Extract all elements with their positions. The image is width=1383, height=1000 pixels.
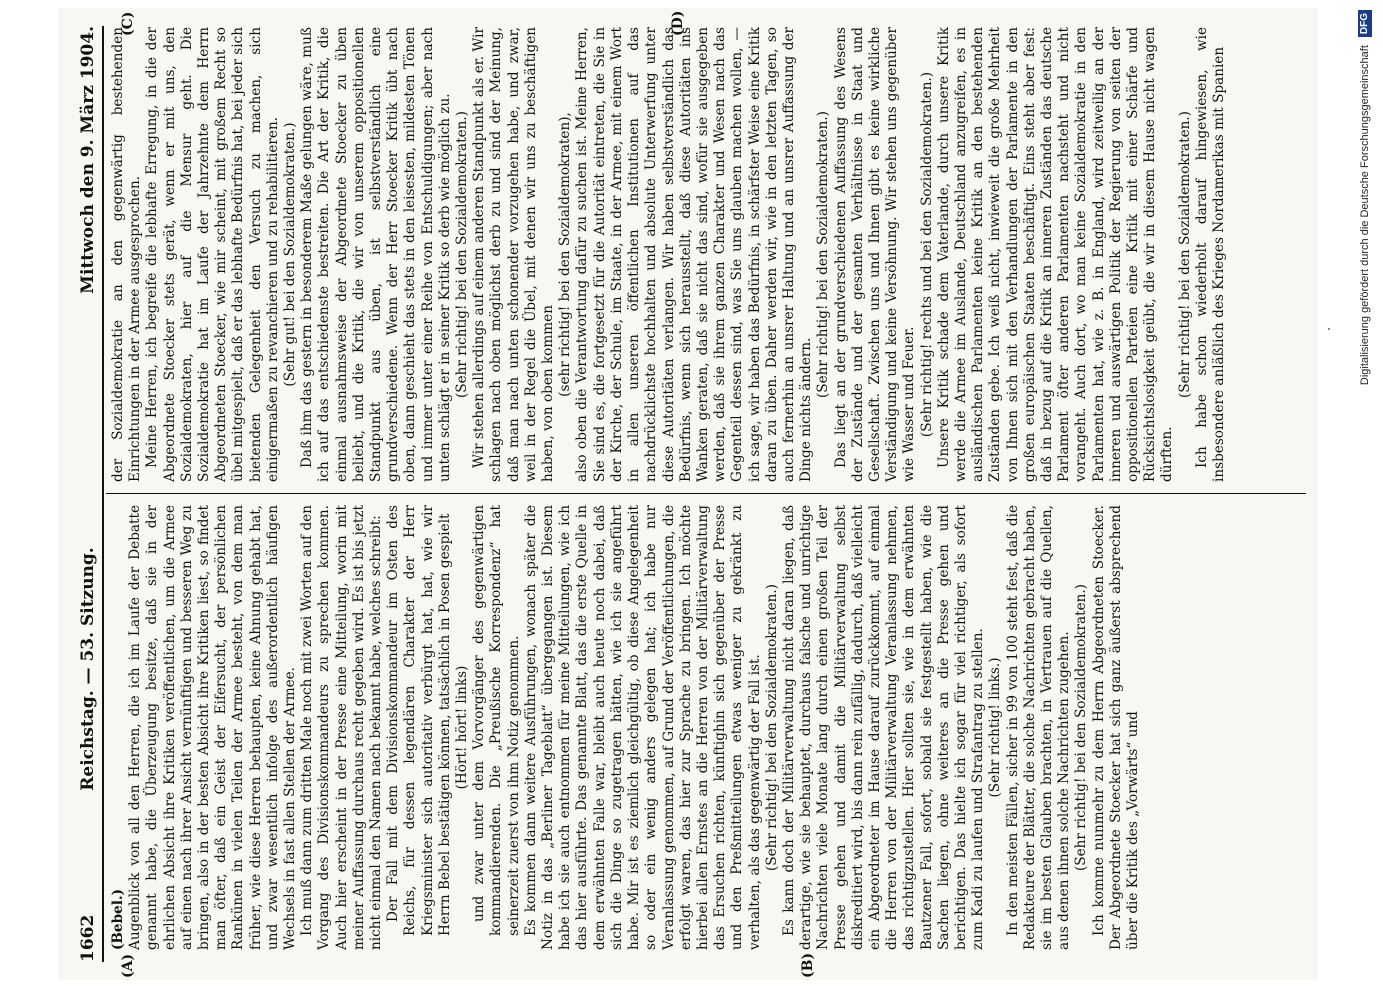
margin-marker-b: (B) [800, 952, 816, 978]
interjection: (Sehr richtig! bei den Sozialdemokraten.) [763, 584, 780, 871]
interjection: (Sehr richtig! bei den Sozialdemokraten.) [454, 111, 471, 398]
interjection: (Sehr richtig! bei den Sozialdemokraten.) [815, 111, 832, 398]
right-column [110, 27, 1306, 482]
interjection: (Sehr richtig! rechts und bei den Sozialdemokraten.) [918, 71, 935, 438]
paragraph: Meine Herren, ich begreife die lebhafte Erregung, in die der Abgeordnete Stoecker stets gerät, wenn er mit uns, den Sozialdemokraten, hier auf die Mensur geht. Die Sozialdemokratie hat im Laufe der Jahrzehnte dem Herrn Abgeordneten Stoecker, wie mir scheint, mit großem Recht so übel mitgespielt, daß er das lebhafte Bedürfnis hat, bei jeder sich bietenden Gelegenheit den Versuch zu machen, sich einigermaßen zu revanchieren und zu rehabilitieren. [144, 27, 281, 482]
paragraph: Das liegt an der grundverschiedenen Auffassung des Wesens der Zustände und der gesamten Verhältnisse in Staat und Gesellschaft. Zwischen uns und Ihnen gibt es keine wirkliche Verständigung und keine Versöhnung. Wir stehen uns gegenüber wie Wasser und Feuer. [832, 27, 918, 482]
session-title: Reichstag. — 53. Sitzung. [78, 547, 98, 791]
paragraph: Ich muß dann zum dritten Male noch mit zwei Worten auf den Vorgang des Divisionskommandeurs zu sprechen kommen. Auch hier erscheint in der Presse eine Mitteilung, worin mit meiner Auffassung durchaus recht gegeben wird. Es ist bis jetzt nicht einmal den Namen nach bekannt habe, welches schreibt: [299, 505, 385, 950]
page-header [64, 26, 104, 962]
paragraph: Wir stehen allerdings auf einem anderen Standpunkt als er. Wir schlagen nach oben möglichst derb zu und sind der Meinung, daß man nach unten schonender vorzugehen habe, und zwar, weil in der Regel die Übel, mit denen wir uns zu beschäftigen haben, von oben kommen [471, 27, 557, 482]
page-content [58, 8, 1318, 980]
left-column [110, 505, 1306, 950]
interjection: (Sehr gut! bei den Sozialdemokraten.) [282, 122, 299, 387]
paragraph: also oben die Verantwortung dafür zu suchen ist. Meine Herren, Sie sind es, die fortgesetzt für die Autorität eintreten, die Sie in der Kirche, der Schule, im Staate, in der Armee, mit einem Wort in allen unseren öffentlichen Institutionen auf das nachdrücklichste hochhalten und absolute Unterwerfung unter diese Autoritäten verlangen. Wir haben selbstverständlich das Bedürfnis, wenn sich herausstellt, daß diese Autoritäten ins Wanken geraten, daß sie nicht das sind, wofür sie ausgegeben werden, daß sie ihrem ganzen Charakter und Wesen nach das Gegenteil dessen sind, was Sie uns glauben machen wollen, — ich sage, wir haben das Bedürfnis, in schärfster Weise eine Kritik daran zu üben. Daher werden wir, wie in den letzten Tagen, so auch fernerhin an unsrer Haltung und an unsrer Auffassung der Dinge nichts ändern. [574, 27, 815, 482]
paragraph: In den meisten Fällen, sicher in 99 von 100 steht fest, daß die Redakteure der Blätter, die solche Nachrichten gebracht haben, sie im besten Glauben brachten, in Vertrauen auf die Quellen, aus denen ihnen solche Nachrichten zugehen. [1004, 505, 1073, 950]
paragraph: Ich komme nunmehr zu dem Herrn Abgeordneten Stoecker. Der Abgeordnete Stoecker hat sich ganz äußerst absprechend über die Kritik des „Vorwärts“ und [1090, 505, 1141, 950]
interjection: (Hört! hört! links) [454, 665, 471, 790]
digitization-credit [1352, 10, 1378, 990]
paragraph: der Sozialdemokratie an den gegenwärtig bestehenden Einrichtungen in der Armee ausgesprochen. [110, 27, 144, 482]
quote-paragraph: Der Fall mit dem Divisionskommandeur im Osten des Reichs, für dessen legendären Charakter der Herr Kriegsminister sich autoritativ verbürgt hat, hat, wie wir Herrn Bebel bestätigen können, tatsächlich in Posen gespielt [385, 505, 453, 936]
quote-paragraph: und zwar unter dem Vorvorgänger des gegenwärtigen kommandierenden. Die „Preußische Korrespondenz“ hat seinerzeit zuerst von ihm Notiz genommen. [471, 505, 522, 936]
margin-marker-c: (C) [120, 11, 136, 36]
margin-marker-d: (D) [670, 10, 686, 36]
scan-speck [1328, 328, 1330, 330]
interjection: (Sehr richtig! bei den Sozialdemokraten.) [1176, 111, 1193, 398]
paragraph: Daß ihm das gestern in besonderem Maße gelungen wäre, muß ich auf das entschiedenste bestreiten. Die Art der Kritik, die einmal ausnahmsweise der Abgeordnete Stoecker zu üben beliebt, und die Kritik, die wir von unserem oppositionellen Standpunkt aus üben, ist selbstverständlich eine grundverschiedene. Wenn der Herr Stoecker Kritik übt nach oben, dann geschieht das stets in den leisesten, mildesten Tönen und immer unter einer Reihe von Entschuldigungen; aber nach unten schlägt er in seiner Kritik so derb wie möglich zu. [299, 27, 453, 482]
paragraph: Es kann doch der Militärverwaltung nicht daran liegen, daß derartige, wie sie behauptet, durchaus falsche und unrichtige Nachrichten viele Monate lang durch einen großen Teil der Presse gehen und damit die Militärverwaltung selbst diskreditiert wird, bis dann rein zufällig, dadurch, daß vielleicht ein Abgeordneter im Hause darauf zurückkommt, auf einmal die Herren von der Militärverwaltung Veranlassung nehmen, das richtigzustellen. Hier sollten sie, wie in dem erwähnten Bautzener Fall, sofort, sobald sie festgestellt haben, wie die Sachen liegen, ohne weiteres an die Presse gehen und berichtigen. Das hielte ich sogar für viel richtiger, als sofort zum Kadi zu laufen und Strafantrag zu stellen. [780, 505, 987, 950]
dfg-logo: DFG [1358, 10, 1372, 37]
speaker-name: (Bebel.) [110, 888, 126, 950]
margin-marker-a: (A) [120, 953, 136, 978]
paragraph: Unsere Kritik schade dem Vaterlande, durch unsere Kritik werde die Armee im Auslande, Deutschland anzugreifen, es in ausländischen Parlamenten keine Kritik an den bestehenden Zuständen gebe. Ich weiß nicht, inwieweit die große Mehrheit von Ihnen sich mit den Verhandlungen der Parlamente in den großen europäischen Staaten beschäftigt. Eins steht aber fest: daß in bezug auf die Kritik an inneren Zuständen das deutsche Parlament öfter anderen Parlamenten nachsteht und nicht vorangeht. Auch dort, wo man keine Sozialdemokratie in den Parlamenten hat, wie z. B. in England, wird zeitweilig an der inneren und auswärtigen Politik der Regierung von seiten der oppositionellen Parteien eine Kritik mit einer Schärfe und Rücksichtslosigkeit geübt, die wir in diesem Hause nicht wagen dürften. [935, 27, 1176, 482]
page-number: 1662 [78, 914, 98, 962]
digitization-credit-strip [1352, 10, 1378, 990]
paragraph: Augenblick von all den Herren, die ich im Laufe der Debatte genannt habe, die Überzeugung besitze, daß sie in der ehrlichen Absicht ihre Kritiken veröffentlichen, um die Armee auf einen nach ihrer Ansicht vernünftigen und besseren Weg zu bringen, also in der besten Absicht ihre Kritiken liest, so findet man öfter, daß ein Geist der Eifersucht, der persönlichen Rankünen in vielen Teilen der Armee besteht, von dem man früher, wie diese Herren behaupten, keine Ahnung gehabt hat, und zwar wesentlich infolge des außerordentlich häufigen Wechsels in fast allen Stellen der Armee. [127, 505, 299, 950]
session-date: Mittwoch den 9. März 1904. [78, 26, 98, 294]
interjection: (Sehr richtig! links.) [987, 657, 1004, 798]
interjection: (sehr richtig! bei den Sozialdemokraten), [557, 112, 574, 397]
interjection: (Sehr richtig! bei den Sozialdemokraten.) [1073, 584, 1090, 871]
column-divider [106, 493, 1306, 494]
credit-text: Digitalisierung gefördert durch die Deutsche Forschungsgemeinschaft [1359, 45, 1371, 386]
paragraph: Es kommen dann weitere Ausführungen, wonach später die Notiz in das „Berliner Tageblatt“ übergegangen ist. Diesem habe ich sie auch entnommen für meine Mitteilungen, wie ich das hier ausführte. Das genannte Blatt, das die erste Quelle in dem erwähnten Falle war, bleibt auch heute noch dabei, daß sich die Dinge so zugetragen hätten, wie ich sie angeführt habe. Mir ist es ziemlich gleichgültig, ob diese Angelegenheit so oder ein wenig anders gelegen hat; ich habe nur Veranlassung genommen, auf Grund der Veröffentlichungen, die erfolgt waren, das hier zur Sprache zu bringen. Ich möchte hierbei allen Ernstes an die Herren von der Militärverwaltung das Ersuchen richten, künftighin sich gegenüber der Presse und den Preßmitteilungen etwas weniger zu gekränkt zu verhalten, als das gegenwärtig der Fall ist. [522, 505, 763, 950]
paragraph: Ich habe schon wiederholt darauf hingewiesen, wie insbesondere anläßlich des Krieges Nordamerikas mit Spanien [1193, 27, 1227, 482]
rotated-page [58, 8, 1318, 980]
